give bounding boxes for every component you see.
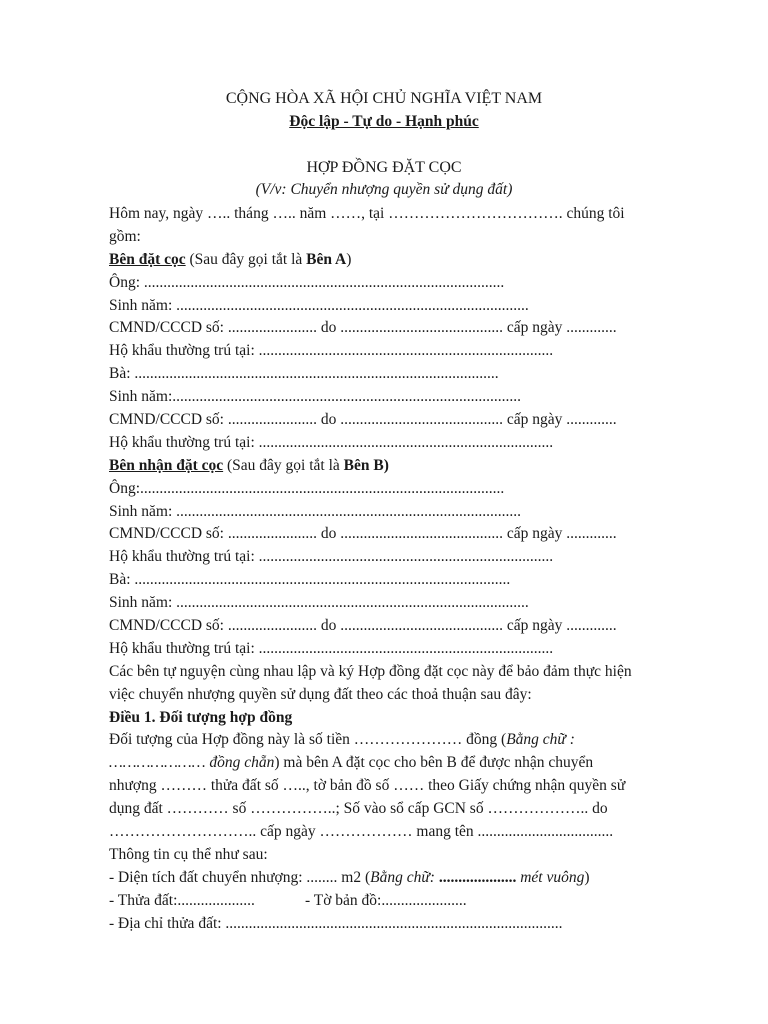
party-a-id-2: CMND/CCCD số: ....................... do .......................................... cấp ngày ............. bbox=[109, 411, 617, 429]
land-area-unit: mét vuông bbox=[516, 868, 585, 886]
party-a-residence-2: Hộ khẩu thường trú tại: ............................................................................ bbox=[109, 433, 554, 451]
party-a-heading bbox=[109, 249, 689, 272]
party-a-birth-year-2: Sinh năm:.......................................................................................... bbox=[109, 388, 522, 406]
party-b-residence-2: Hộ khẩu thường trú tại: ............................................................................ bbox=[109, 639, 554, 657]
article-1-line-1 bbox=[109, 729, 689, 752]
article-1-line-5: ……………………….. cấp ngày ……………… mang tên ................................... bbox=[109, 823, 614, 841]
article-1-title: Điều 1. Đối tượng hợp đồng bbox=[109, 708, 293, 726]
agreement-line-1: Các bên tự nguyện cùng nhau lập và ký Hợp đồng đặt cọc này để bảo đảm thực hiện bbox=[109, 662, 632, 680]
article-1-line-2-text: ) mà bên A đặt cọc cho bên B để được nhận chuyển bbox=[274, 754, 594, 772]
party-a-id-1: CMND/CCCD số: ....................... do .......................................... cấp ngày ............. bbox=[109, 319, 617, 337]
party-b-birth-year-2: Sinh năm: ........................................................................................... bbox=[109, 594, 529, 612]
party-b-ba: Bà: ................................................................................................. bbox=[109, 571, 511, 589]
party-b-id-1: CMND/CCCD số: ....................... do .......................................... cấp ngày ............. bbox=[109, 525, 617, 543]
document-body bbox=[109, 203, 689, 936]
map-sheet: - Tờ bản đồ:...................... bbox=[305, 891, 467, 909]
intro-line-1: Hôm nay, ngày ….. tháng ….. năm ……, tại ……………………………. chúng tôi bbox=[109, 205, 625, 222]
party-b-residence-1: Hộ khẩu thường trú tại: ............................................................................ bbox=[109, 548, 554, 566]
motto: Độc lập - Tự do - Hạnh phúc bbox=[289, 113, 479, 130]
document-subtitle: (V/v: Chuyển nhượng quyền sử dụng đất) bbox=[255, 181, 513, 198]
party-b-alias: Bên B) bbox=[343, 456, 389, 474]
party-b-note: (Sau đây gọi tắt là bbox=[223, 456, 344, 474]
party-b-heading bbox=[109, 455, 689, 478]
land-area bbox=[109, 867, 689, 890]
document-title: HỢP ĐỒNG ĐẶT CỌC bbox=[306, 159, 462, 176]
party-b-ong: Ông:.............................................................................................. bbox=[109, 479, 505, 497]
intro-line-2: gồm: bbox=[109, 227, 141, 245]
country-heading: CỘNG HÒA XÃ HỘI CHỦ NGHĨA VIỆT NAM bbox=[225, 90, 543, 107]
details-title: Thông tin cụ thể như sau: bbox=[109, 845, 268, 863]
party-a-alias: Bên A bbox=[306, 250, 347, 268]
party-b-id-2: CMND/CCCD số: ....................... do .......................................... cấp ngày ............. bbox=[109, 617, 617, 635]
party-a-ong: Ông: ............................................................................................. bbox=[109, 273, 505, 291]
land-area-label: - Diện tích đất chuyển nhượng: ........ m2 ( bbox=[109, 868, 371, 886]
article-1-line-4: dụng đất ………… số ……………..; Số vào sổ cấp GCN số ……………….. do bbox=[109, 800, 608, 818]
party-a-note-end: ) bbox=[346, 250, 352, 268]
article-1-line-3: nhượng ……… thửa đất số ….., tờ bản đồ số …… theo Giấy chứng nhận quyền sử bbox=[109, 777, 626, 795]
land-area-words-label: Bằng chữ: bbox=[370, 868, 439, 886]
party-a-residence-1: Hộ khẩu thường trú tại: ............................................................................ bbox=[109, 342, 554, 360]
party-b-title: Bên nhận đặt cọc bbox=[109, 456, 224, 474]
land-area-words-blank: .................... bbox=[438, 868, 517, 886]
party-a-ba: Bà: .............................................................................................. bbox=[109, 365, 499, 383]
party-a-title: Bên đặt cọc bbox=[109, 250, 186, 268]
article-1-line-1-italic: Bằng chữ : bbox=[506, 731, 575, 749]
land-area-close: ) bbox=[584, 868, 590, 886]
plot-number: - Thửa đất:.................... bbox=[109, 891, 255, 909]
party-a-birth-year-1: Sinh năm: ........................................................................................... bbox=[109, 296, 529, 314]
plot-and-map bbox=[109, 890, 689, 913]
plot-address: - Địa chỉ thửa đất: ....................................................................................... bbox=[109, 914, 563, 932]
article-1-line-2 bbox=[109, 752, 689, 775]
article-1-line-1-text: Đối tượng của Hợp đồng này là số tiền ………………… đồng ( bbox=[109, 731, 507, 749]
agreement-line-2: việc chuyển nhượng quyền sử dụng đất theo các thoả thuận sau đây: bbox=[109, 685, 532, 703]
party-b-birth-year-1: Sinh năm: ......................................................................................... bbox=[109, 502, 522, 520]
party-a-note: (Sau đây gọi tắt là bbox=[185, 250, 307, 268]
article-1-line-2-italic: ………………… đồng chẵn bbox=[109, 754, 275, 772]
